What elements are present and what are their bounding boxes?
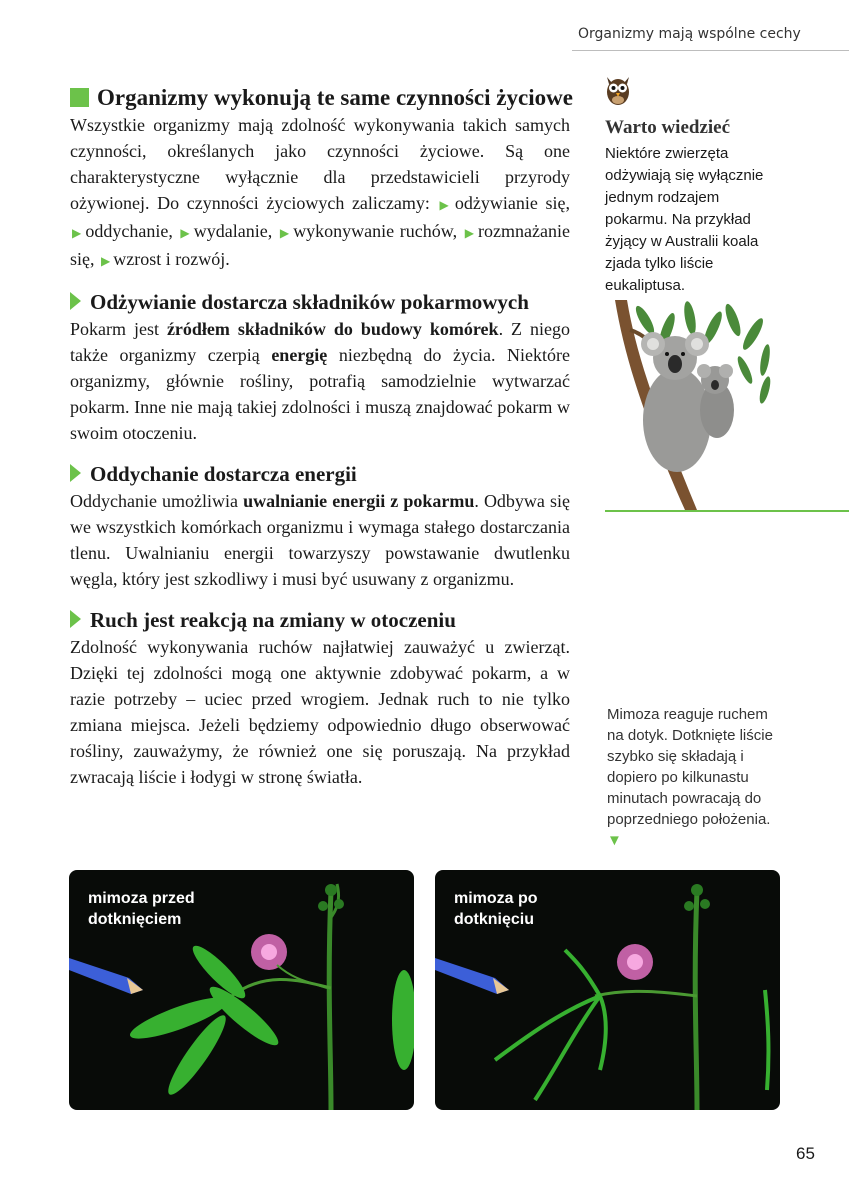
list-item: rozmnażanie się,	[70, 221, 570, 269]
section-heading	[70, 460, 570, 488]
bold-term: źródłem składników do budowy komórek	[166, 319, 499, 339]
list-item: odżywianie się,	[454, 193, 571, 213]
bold-term: uwalnianie energii z pokarmu	[243, 491, 475, 511]
bullet-arrow-icon: ▶	[101, 254, 111, 268]
section-paragraph	[70, 316, 570, 446]
sidebar-title: Warto wiedzieć	[605, 117, 731, 138]
intro-text: Wszystkie organizmy mają zdolność wykonywania takich samych czynności, określanych jako czynności życiowe. Są one charakterystyczne wyłącznie dla przedstawicieli przyrody ożywionej. Do czynności życiowych zaliczamy:	[70, 115, 570, 213]
bullet-arrow-icon: ▶	[180, 226, 191, 240]
list-item: wydalanie,	[193, 221, 273, 241]
main-heading-text: Organizmy wykonują te same czynności życiowe	[97, 85, 573, 110]
section-heading	[70, 288, 570, 316]
photo-mimosa-after	[435, 870, 780, 1110]
photo-label: mimoza przed dotknięciem	[88, 890, 195, 928]
section-paragraph	[70, 488, 570, 592]
bullet-arrow-icon: ▶	[279, 226, 291, 240]
bullet-arrow-icon: ▶	[439, 198, 452, 212]
text-run: . Z niego także organizmy czerpią	[70, 319, 570, 365]
list-item: wzrost i rozwój.	[113, 249, 230, 269]
text-run: Oddychanie umożliwia	[70, 491, 244, 511]
list-item: oddychanie,	[85, 221, 173, 241]
running-header: Organizmy mają wspólne cechy	[578, 26, 801, 42]
section-paragraph: Zdolność wykonywania ruchów najłatwiej zauważyć u zwierząt. Dzięki tej zdolności mogą one aktywnie zdobywać pokarm, a w razie potrzeby – uciec przed wrogiem. Jednak ruch to nie tylko zmiana miejsca. Jeżeli będziemy odpowiednio długo obserwować rośliny, zauważymy, że również one się poruszają. Na przykład zwracają liście i łodygi w stronę światła.	[70, 637, 570, 787]
page-number: 65	[796, 1144, 815, 1163]
triangle-marker-icon	[70, 610, 81, 628]
section-respiration	[70, 460, 570, 592]
mimosa-caption	[607, 704, 787, 851]
green-square-icon	[70, 88, 89, 107]
photo-mimosa-before	[69, 870, 414, 1110]
triangle-marker-icon	[70, 292, 81, 310]
section-nutrition	[70, 288, 570, 446]
triangle-marker-icon	[70, 464, 81, 482]
section-movement	[70, 606, 570, 790]
section-heading-text: Oddychanie dostarcza energii	[90, 462, 357, 486]
text-run: niezbędną do życia. Niektóre organizmy, głównie rośliny, potrafią samodzielnie wytwarzać pokarm. Inne nie mają takiej zdolności i muszą znajdować pokarm w swoim otoczeniu.	[70, 345, 570, 443]
intro-paragraph	[70, 112, 570, 274]
down-arrow-icon: ▼	[607, 832, 622, 849]
text-run: . Odbywa się we wszystkich komórkach organizmu i wymaga stałego dostarczania tlenu. Uwalnianiu energii towarzyszy powstawanie dwutlenku węgla, który jest szkodliwy i musi być usuwany z organizmu.	[70, 491, 570, 589]
sidebar-box	[605, 74, 785, 297]
bullet-arrow-icon: ▶	[72, 226, 83, 240]
photo-label: mimoza po dotknięciu	[454, 890, 538, 928]
sidebar-text: Niektóre zwierzęta odżywiają się wyłącznie jednym rodzajem pokarmu. Na przykład żyjący w Australii koala zjada tylko liście eukaliptusa.	[605, 145, 764, 294]
list-item: wykonywanie ruchów,	[293, 221, 458, 241]
text-run: Pokarm jest	[70, 319, 167, 339]
section-heading-text: Odżywianie dostarcza składników pokarmowych	[90, 290, 529, 314]
main-heading	[70, 84, 573, 112]
owl-icon	[605, 74, 631, 106]
mimosa-caption-text: Mimoza reaguje ruchem na dotyk. Dotknięte liście szybko się składają i dopiero po kilkunastu minutach powracają do poprzedniego położenia.	[607, 706, 773, 828]
header-divider	[572, 50, 849, 51]
koala-photo	[605, 300, 780, 510]
main-column	[70, 84, 573, 790]
section-heading-text: Ruch jest reakcją na zmiany w otoczeniu	[90, 608, 456, 632]
section-heading	[70, 606, 570, 634]
bullet-arrow-icon: ▶	[464, 226, 476, 240]
koala-illustration	[605, 300, 780, 510]
bold-term: energię	[271, 345, 328, 365]
sidebar-divider	[605, 510, 849, 512]
